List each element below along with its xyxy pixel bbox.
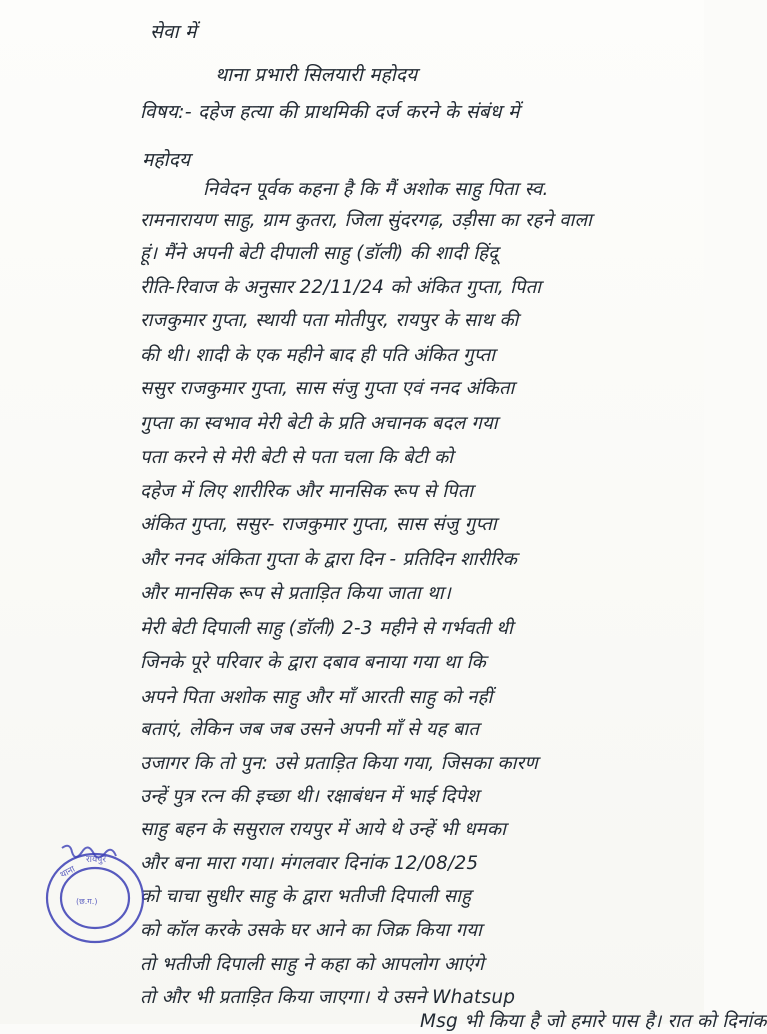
body-line: तो और भी प्रताड़ित किया जाएगा। ये उसने Whatsup — [140, 987, 516, 1008]
body-line: Msg भी किया है जो हमारे पास है। रात को दिनांक — [420, 1011, 767, 1032]
body-line: गुप्ता का स्वभाव मेरी बेटी के प्रति अचानक बदल गया — [140, 413, 498, 434]
body-line: की थी। शादी के एक महीने बाद ही पति अंकित गुप्ता — [140, 345, 496, 366]
svg-text:रायपुर: रायपुर — [86, 855, 107, 865]
body-line: तो भतीजी दिपाली साहु ने कहा को आपलोग आएंगे — [140, 954, 485, 975]
body-line: उजागर कि तो पुन: उसे प्रताड़ित किया गया, जिसका कारण — [140, 753, 538, 774]
body-line: अंकित गुप्ता, ससुर- राजकुमार गुप्ता, सास संजु गुप्ता — [140, 514, 497, 535]
subject-line: विषय:- दहेज हत्या की प्राथमिकी दर्ज करने के संबंध में — [140, 101, 520, 123]
greeting: महोदय — [142, 149, 191, 171]
addressee: थाना प्रभारी सिलयारी महोदय — [215, 64, 418, 86]
body-line: और ननद अंकिता गुप्ता के द्वारा दिन - प्रतिदिन शारीरिक — [140, 549, 518, 570]
body-line: और मानसिक रूप से प्रताड़ित किया जाता था। — [140, 583, 451, 604]
body-line: राजकुमार गुप्ता, स्थायी पता मोतीपुर, रायपुर के साथ की — [140, 310, 519, 331]
body-line: मेरी बेटी दिपाली साहु (डॉली) 2-3 महीने से गर्भवती थी — [140, 618, 513, 639]
body-line: रामनारायण साहु, ग्राम कुतरा, जिला सुंदरगढ़, उड़ीसा का रहने वाला — [140, 210, 593, 231]
svg-text:(छ.ग.): (छ.ग.) — [76, 897, 98, 906]
svg-text:थाना: थाना — [58, 864, 78, 881]
body-line: पता करने से मेरी बेटी से पता चला कि बेटी को — [140, 447, 454, 468]
body-line: ससुर राजकुमार गुप्ता, सास संजु गुप्ता एवं ननद अंकिता — [140, 378, 515, 399]
body-line: रीति-रिवाज के अनुसार 22/11/24 को अंकित गुप्ता, पिता — [140, 277, 542, 298]
police-stamp — [40, 838, 150, 948]
salutation: सेवा में — [150, 21, 197, 43]
body-line: साहु बहन के ससुराल रायपुर में आये थे उन्हें भी धमका — [140, 819, 507, 840]
body-line: और बना मारा गया। मंगलवार दिनांक 12/08/25 — [140, 853, 479, 874]
body-line: बताएं, लेकिन जब जब उसने अपनी माँ से यह बात — [140, 719, 480, 740]
body-line: को कॉल करके उसके घर आने का जिक्र किया गया — [140, 920, 482, 941]
body-line: को चाचा सुधीर साहु के द्वारा भतीजी दिपाली साहु — [140, 886, 472, 907]
body-line: उन्हें पुत्र रत्न की इच्छा थी। रक्षाबंधन में भाई दिपेश — [140, 786, 480, 807]
body-line: हूं। मैंने अपनी बेटी दीपाली साहु (डॉली) की शादी हिंदू — [140, 243, 499, 264]
body-line: निवेदन पूर्वक कहना है कि मैं अशोक साहु पिता स्व. — [203, 179, 549, 200]
body-line: अपने पिता अशोक साहु और माँ आरती साहु को नहीं — [140, 687, 493, 708]
body-line: जिनके पूरे परिवार के द्वारा दबाव बनाया गया था कि — [140, 652, 486, 673]
body-line: दहेज में लिए शारीरिक और मानसिक रूप से पिता — [140, 481, 474, 502]
